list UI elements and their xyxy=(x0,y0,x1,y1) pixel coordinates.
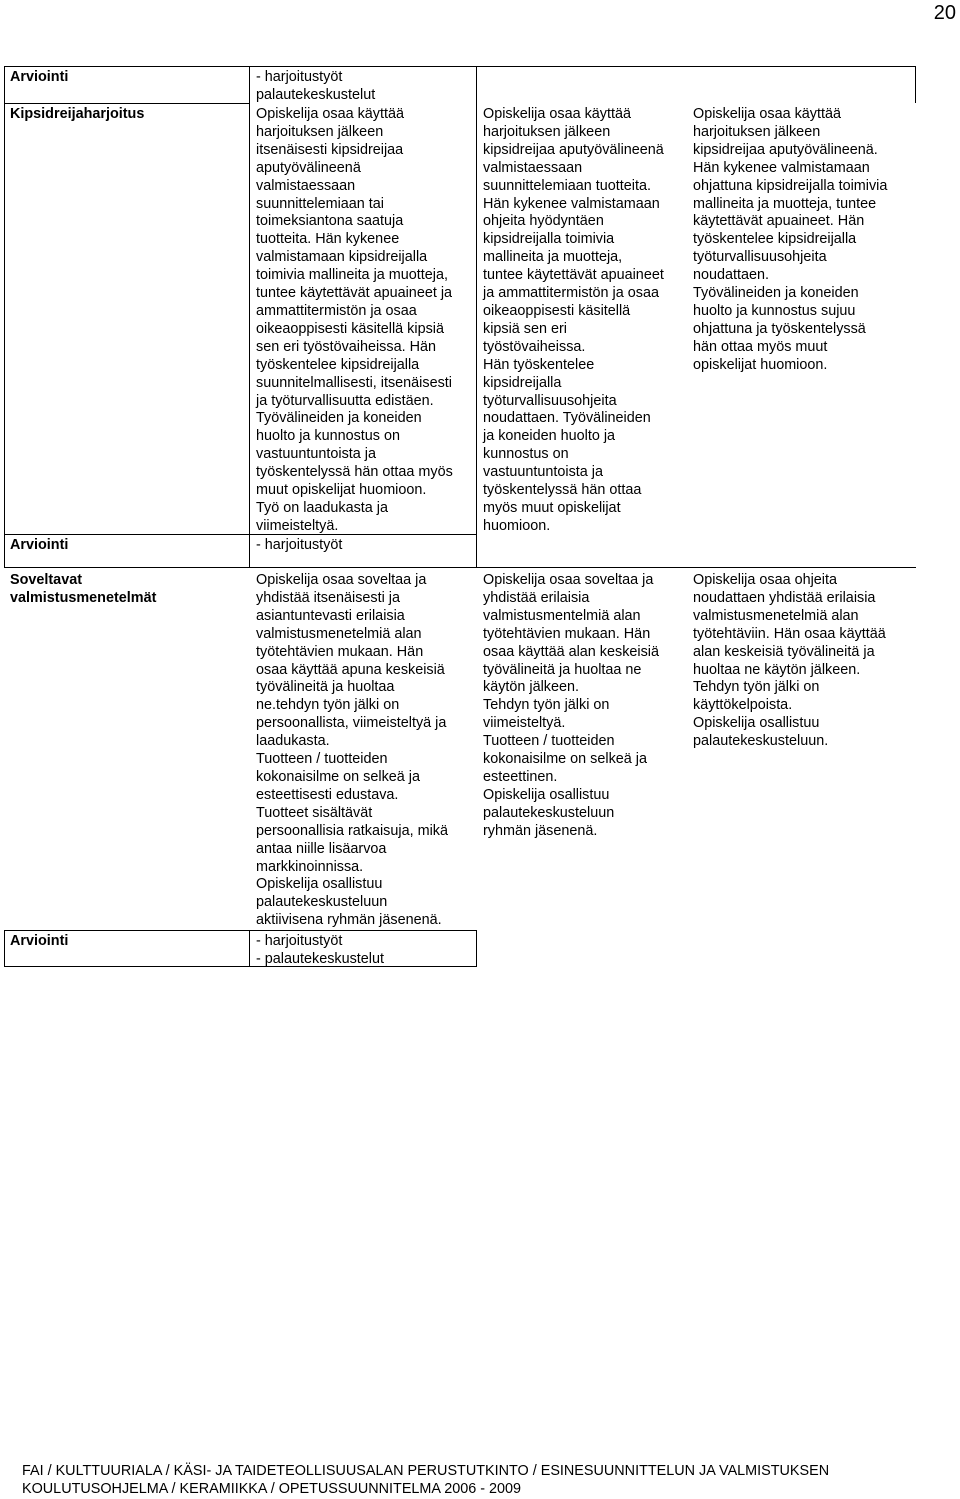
page-number: 20 xyxy=(933,2,956,24)
row-label-kipsidreijaharjoitus: Kipsidreijaharjoitus xyxy=(10,106,145,122)
criteria-t1-kipsidreija: Opiskelija osaa käyttää harjoituksen jälkeen kipsidreijaa aputyövälineenä. Hän kykenee valmistamaan ohjattuna kipsidreijalla toimivia mallineita ja muotteja, tuntee käytettävät apuaineet. Hän työskentelee kipsidreijalla työturvallisuusohjeita noudattaen. Työvälineiden ja koneiden huolto ja kunnostus sujuu ohjattuna ja työskentelyssä hän ottaa myös muut opiskelijat huomioon. xyxy=(693,106,888,373)
arviointi-value: - harjoitustyöt - palautekeskustelut xyxy=(256,933,384,967)
arviointi-label: Arviointi xyxy=(10,537,69,553)
page-footer: FAI / KULTTUURIALA / KÄSI- JA TAIDETEOLLISUUSALAN PERUSTUTKINTO / ESINESUUNNITTELUN JA VALMISTUKSEN KOULUTUSOHJELMA / KERAMIIKKA / OPETUSSUUNNITELMA 2006 - 2009 xyxy=(22,1463,830,1497)
arviointi-label: Arviointi xyxy=(10,69,69,85)
criteria-t1-soveltavat: Opiskelija osaa ohjeita noudattaen yhdistää erilaisia valmistusmenetelmiä alan työtehtäviin. Hän osaa käyttää alan keskeisiä työvälineitä ja huoltaa ne käytön jälkeen. Tehdyn työn jälki on käyttökelpoista. Opiskelija osallistuu palautekeskusteluun. xyxy=(693,572,886,750)
row-label-soveltavat-valmistusmenetelmat: Soveltavat valmistusmenetelmät xyxy=(10,572,157,606)
criteria-k3-kipsidreija: Opiskelija osaa käyttää harjoituksen jälkeen itsenäisesti kipsidreijaa aputyövälineenä valmistaessaan suunnittelemiaan tai toimeksiantona saatuja tuotteita. Hän kykenee valmistamaan kipsidreijalla toimivia mallineita ja muotteja, tuntee käytettävät apuaineet ja ammattitermistön ja osaa oikeaoppisesti käsitellä kipsiä sen eri työstövaiheissa. Hän työskentelee kipsidreijalla suunnitelmallisesti, itsenäisesti ja työturvallisuutta edistäen. Työvälineiden ja koneiden huolto ja kunnostus on vastuuntuntoista ja työskentelyssä hän ottaa myös muut opiskelijat huomioon. Työ on laadukasta ja viimeisteltyä. xyxy=(256,106,453,534)
criteria-k3-soveltavat: Opiskelija osaa soveltaa ja yhdistää itsenäisesti ja asiantuntevasti erilaisia valmistusmenetelmiä alan työtehtävien mukaan. Hän osaa käyttää apuna keskeisiä työvälineitä ja huoltaa ne.tehdyn työn jälki on persoonallista, viimeisteltyä ja laadukasta. Tuotteen / tuotteiden kokonaisilme on selkeä ja esteettisesti edustava. Tuotteet sisältävät persoonallisia ratkaisuja, mikä antaa niille lisäarvoa markkinoinnissa. Opiskelija osallistuu palautekeskusteluun aktiivisena ryhmän jäsenenä. xyxy=(256,572,448,929)
criteria-h2-kipsidreija: Opiskelija osaa käyttää harjoituksen jälkeen kipsidreijaa aputyövälineenä valmistaessaan suunnittelemiaan tuotteita. Hän kykenee valmistamaan ohjeita hyödyntäen kipsidreijalla toimivia mallineita ja muotteja, tuntee käytettävät apuaineet ja ammattitermistön ja osaa oikeaoppisesti käsitellä kipsiä sen eri työstövaiheissa. Hän työskentelee kipsidreijalla työturvallisuusohjeita noudattaen. Työvälineiden ja koneiden huolto ja kunnostus on vastuuntuntoista ja työskentelyssä hän ottaa myös muut opiskelijat huomioon. xyxy=(483,106,664,534)
arviointi-value: - harjoitustyöt xyxy=(256,537,343,553)
arviointi-value: - harjoitustyöt palautekeskustelut xyxy=(256,69,376,103)
arviointi-label: Arviointi xyxy=(10,933,69,949)
criteria-h2-soveltavat: Opiskelija osaa soveltaa ja yhdistää erilaisia valmistusmentelmiä alan työtehtävien mukaan. Hän osaa käyttää alan keskeisiä työvälineitä ja huoltaa ne käytön jälkeen. Tehdyn työn jälki on viimeisteltyä. Tuotteen / tuotteiden kokonaisilme on selkeä ja esteettinen. Opiskelija osallistuu palautekeskusteluun ryhmän jäsenenä. xyxy=(483,572,659,839)
